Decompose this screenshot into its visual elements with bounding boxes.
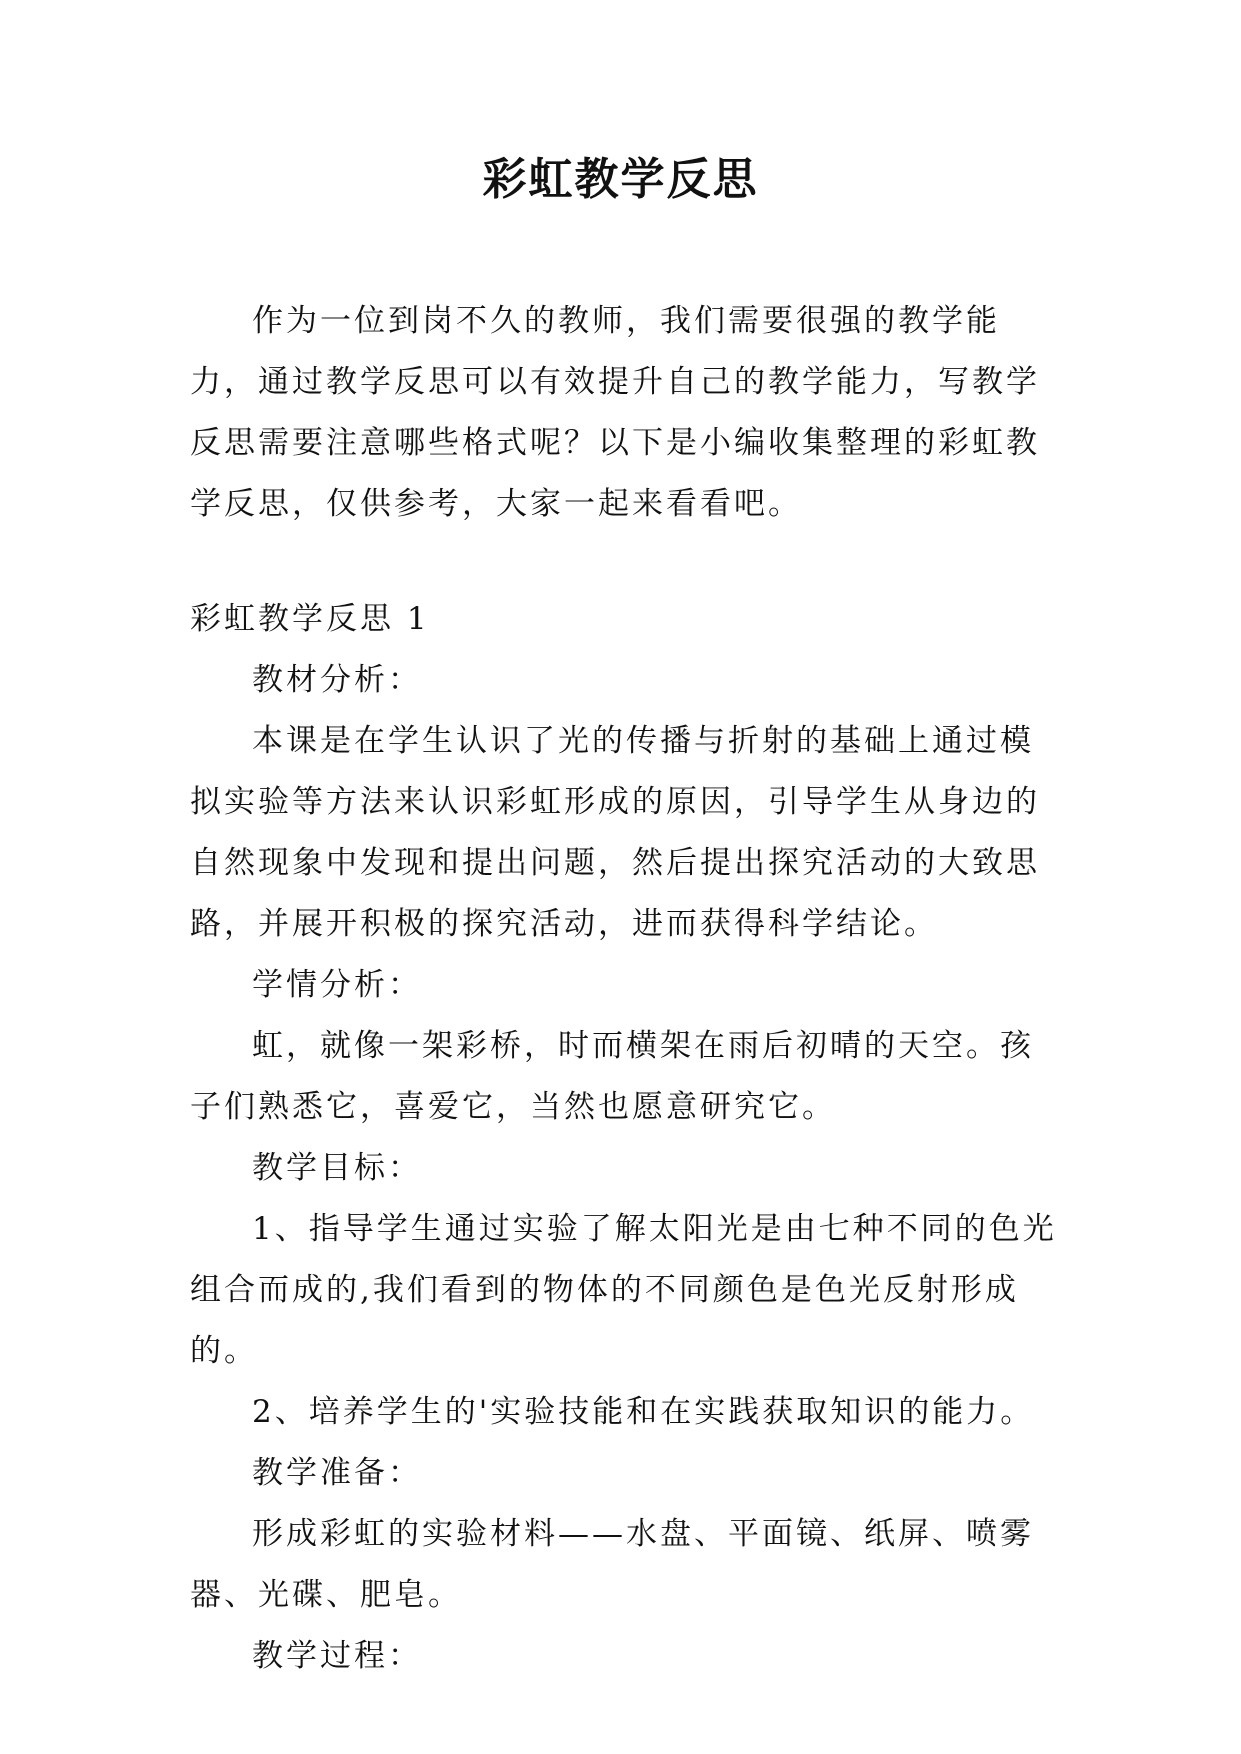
goal-item-1: 1、指导学生通过实验了解太阳光是由七种不同的色光组合而成的,我们看到的物体的不同颜色是色光反射形成的。	[190, 1211, 1057, 1369]
document-body	[190, 291, 1060, 1687]
intro-paragraph: 作为一位到岗不久的教师，我们需要很强的教学能力，通过教学反思可以有效提升自己的教学能力，写教学反思需要注意哪些格式呢？以下是小编收集整理的彩虹教学反思，仅供参考，大家一起来看看吧。	[190, 303, 1040, 522]
paragraph-student-analysis: 虹，就像一架彩桥，时而横架在雨后初晴的天空。孩子们熟悉它，喜爱它，当然也愿意研究它。	[190, 1028, 1034, 1125]
goal-item-2: 2、培养学生的'实验技能和在实践获取知识的能力。	[252, 1394, 1035, 1430]
heading-student-analysis: 学情分析：	[252, 967, 422, 1003]
section-heading: 彩虹教学反思 1	[190, 601, 430, 637]
paragraph-textbook-analysis: 本课是在学生认识了光的传播与折射的基础上通过模拟实验等方法来认识彩虹形成的原因，引导学生从身边的自然现象中发现和提出问题，然后提出探究活动的大致思路，并展开积极的探究活动，进而获得科学结论。	[190, 723, 1040, 942]
heading-textbook-analysis: 教材分析：	[252, 662, 422, 698]
heading-teaching-process: 教学过程：	[252, 1638, 422, 1674]
heading-teaching-goals: 教学目标：	[252, 1150, 422, 1186]
document-title: 彩虹教学反思	[482, 154, 759, 205]
paragraph-teaching-preparation: 形成彩虹的实验材料——水盘、平面镜、纸屏、喷雾器、光碟、肥皂。	[190, 1516, 1034, 1613]
heading-teaching-preparation: 教学准备：	[252, 1455, 422, 1491]
